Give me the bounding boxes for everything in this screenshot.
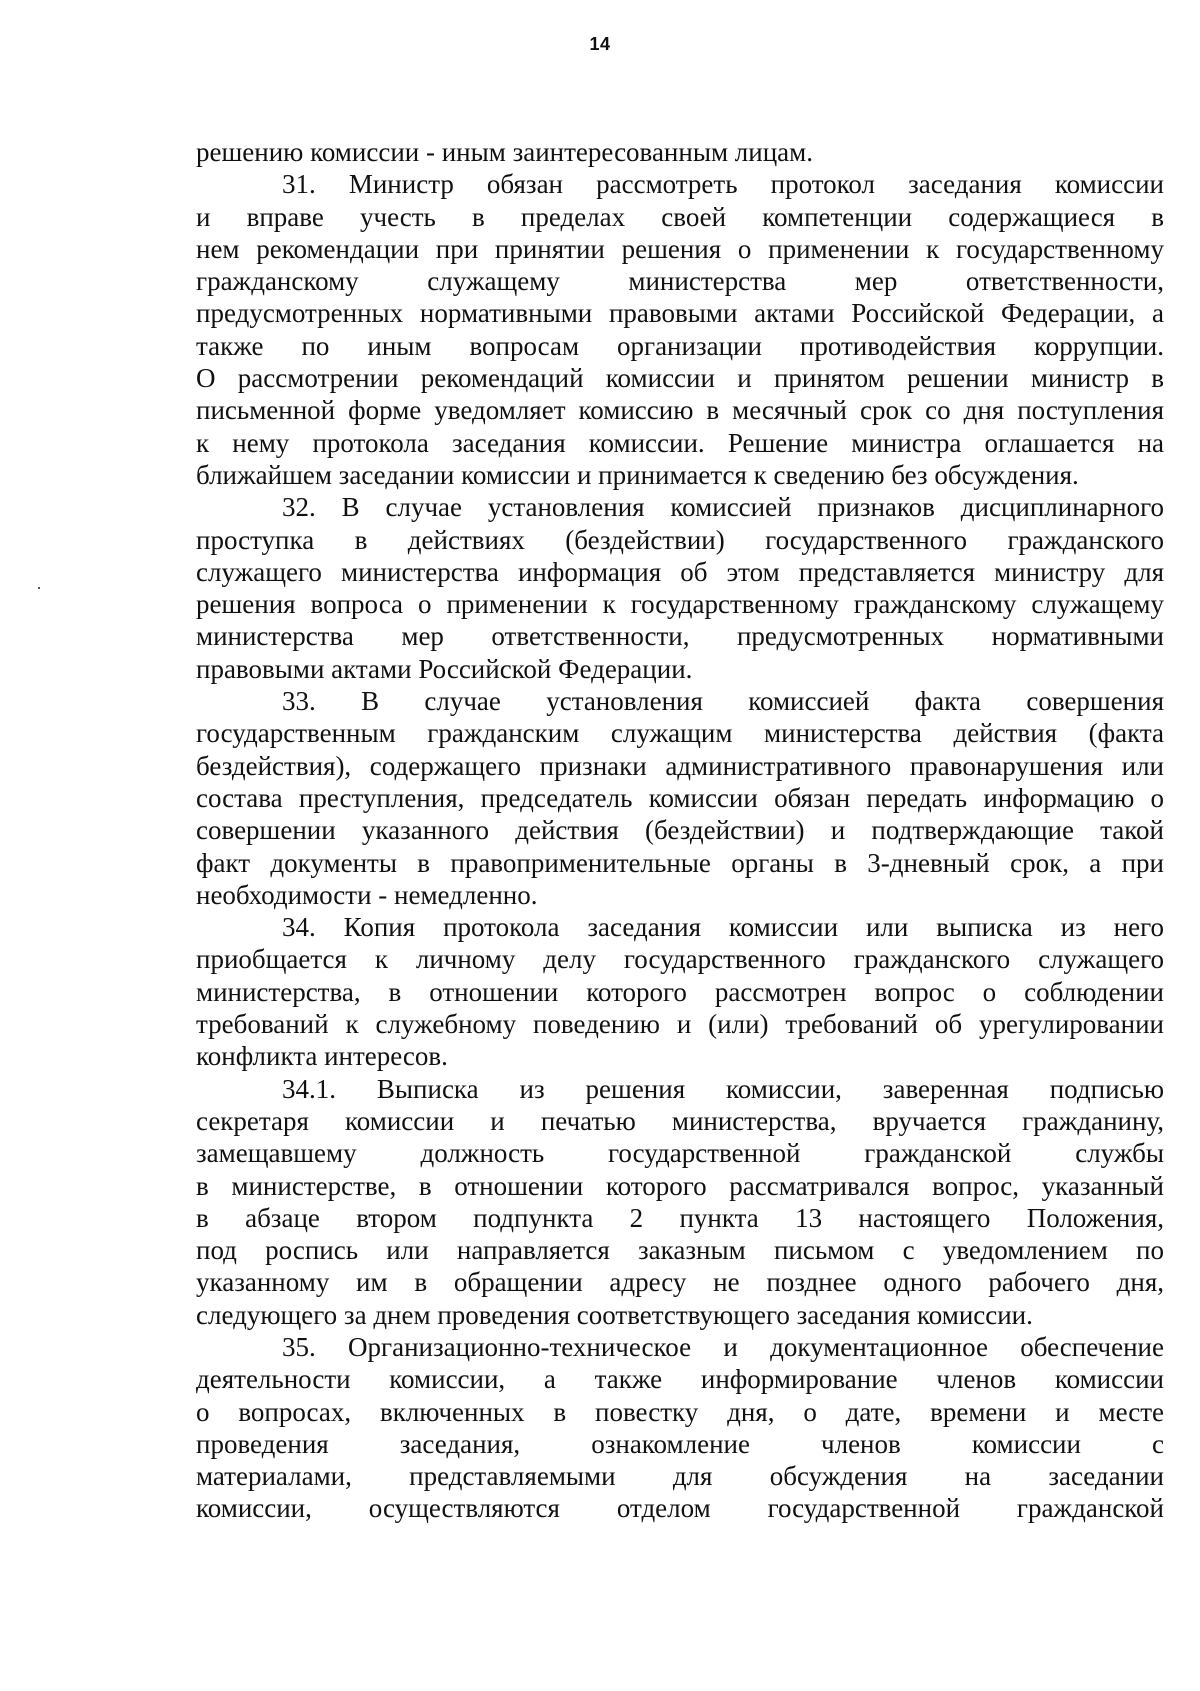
text-line: министерства, в отношении которого рассмотрен вопрос о соблюдении	[196, 976, 1164, 1007]
text-line: требований к служебному поведению и (или) требований об урегулировании	[196, 1009, 1164, 1040]
page-number: 14	[589, 34, 611, 54]
text-line: и вправе учесть в пределах своей компетенции содержащиеся в	[196, 201, 1164, 232]
text-line: деятельности комиссии, а также информирование членов комиссии	[196, 1364, 1164, 1395]
text-line: министерства мер ответственности, предусмотренных нормативными	[196, 621, 1164, 652]
text-line: материалами, представляемыми для обсуждения на заседании	[196, 1461, 1164, 1492]
text-line: необходимости - немедленно.	[196, 879, 538, 910]
text-line: 34.1. Выписка из решения комиссии, заверенная подписью	[282, 1073, 1164, 1104]
text-line: 33. В случае установления комиссией факта совершения	[282, 686, 1164, 717]
text-line: 34. Копия протокола заседания комиссии или выписка из него	[282, 912, 1164, 943]
text-line: письменной форме уведомляет комиссию в месячный срок со дня поступления	[196, 395, 1164, 426]
text-line: проступка в действиях (бездействии) государственного гражданского	[196, 524, 1164, 555]
text-line: проведения заседания, ознакомление членов комиссии с	[196, 1428, 1164, 1459]
scan-speck	[38, 587, 40, 589]
text-line: под роспись или направляется заказным письмом с уведомлением по	[196, 1235, 1164, 1266]
text-line: решения вопроса о применении к государственному гражданскому служащему	[196, 589, 1164, 620]
text-line: комиссии, осуществляются отделом государственной гражданской	[196, 1493, 1164, 1524]
text-line: факт документы в правоприменительные органы в 3-дневный срок, а при	[196, 847, 1164, 878]
text-line: служащего министерства информация об этом представляется министру для	[196, 556, 1164, 587]
text-line: О рассмотрении рекомендаций комиссии и принятом решении министр в	[196, 363, 1164, 394]
text-line: также по иным вопросам организации противодействия коррупции.	[196, 330, 1164, 361]
text-line: секретаря комиссии и печатью министерства, вручается гражданину,	[196, 1105, 1164, 1136]
text-line: следующего за днем проведения соответствующего заседания комиссии.	[196, 1299, 1033, 1330]
text-line: 31. Министр обязан рассмотреть протокол заседания комиссии	[282, 169, 1164, 200]
text-line: ближайшем заседании комиссии и принимается к сведению без обсуждения.	[196, 459, 1079, 490]
text-line: совершении указанного действия (бездействии) и подтверждающие такой	[196, 815, 1164, 846]
text-line: гражданскому служащему министерства мер ответственности,	[196, 266, 1164, 297]
text-line: государственным гражданским служащим министерства действия (факта	[196, 718, 1164, 749]
text-line: предусмотренных нормативными правовыми актами Российской Федерации, а	[196, 298, 1164, 329]
text-line: правовыми актами Российской Федерации.	[196, 653, 693, 684]
text-line: нем рекомендации при принятии решения о применении к государственному	[196, 233, 1164, 264]
text-line: 35. Организационно-техническое и документационное обеспечение	[282, 1331, 1164, 1362]
text-line: к нему протокола заседания комиссии. Решение министра оглашается на	[196, 427, 1164, 458]
text-line: замещавшему должность государственной гражданской службы	[196, 1138, 1164, 1169]
text-line: в министерстве, в отношении которого рассматривался вопрос, указанный	[196, 1170, 1164, 1201]
text-line: бездействия), содержащего признаки административного правонарушения или	[196, 750, 1164, 781]
text-line: в абзаце втором подпункта 2 пункта 13 настоящего Положения,	[196, 1202, 1164, 1233]
text-line: состава преступления, председатель комиссии обязан передать информацию о	[196, 782, 1164, 813]
text-line: конфликта интересов.	[196, 1041, 448, 1072]
document-body	[196, 136, 1164, 1525]
text-line: решению комиссии - иным заинтересованным лицам.	[196, 137, 813, 167]
text-line: указанному им в обращении адресу не позднее одного рабочего дня,	[196, 1267, 1164, 1298]
text-line: о вопросах, включенных в повестку дня, о дате, времени и месте	[196, 1396, 1164, 1427]
text-line: приобщается к личному делу государственного гражданского служащего	[196, 944, 1164, 975]
text-line: 32. В случае установления комиссией признаков дисциплинарного	[282, 492, 1164, 523]
